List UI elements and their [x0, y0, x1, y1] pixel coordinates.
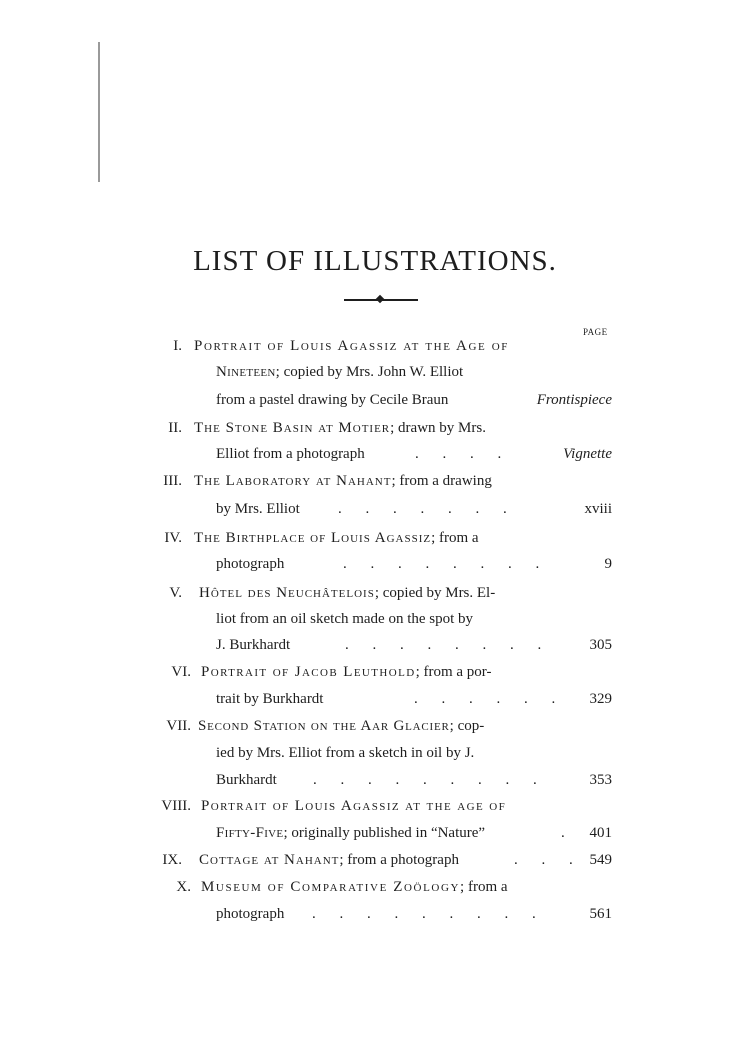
dot-leader: . . . . . . .	[338, 501, 517, 517]
entry-caption: Second Station on the Aar Glacier	[198, 718, 450, 734]
entry-caption: Portrait of Jacob Leuthold	[201, 664, 416, 680]
entry-page: 9	[604, 556, 612, 572]
entry-line: Elliot from a photograph	[216, 446, 365, 462]
entry-caption-rest: ; originally published in “Nature”	[283, 825, 486, 841]
entry-line: from a pastel drawing by Cecile Braun	[216, 392, 449, 408]
entry-caption: The Laboratory at Nahant	[194, 473, 392, 489]
entry-line: Burkhardt	[216, 772, 277, 788]
dot-leader: . . . . . . . .	[343, 556, 550, 572]
entry-caption: Portrait of Louis Agassiz at the Age of	[194, 338, 509, 354]
entry-caption-rest: ; copied by Mrs. John W. Elliot	[275, 364, 464, 380]
entry-caption-rest: ; from a drawing	[391, 473, 492, 489]
entry-number: VII.	[166, 718, 191, 734]
entry-page: xviii	[584, 501, 612, 517]
entry-page: Vignette	[563, 446, 612, 462]
entry-page: 561	[589, 906, 612, 922]
entry-number: I.	[173, 338, 182, 354]
entry-caption-rest: ; from a	[431, 530, 479, 546]
entry-number: IX.	[162, 852, 182, 868]
dot-leader: . . . . . . . . .	[312, 906, 546, 922]
entry-line: ied by Mrs. Elliot from a sketch in oil by J.	[216, 745, 475, 761]
page-title: LIST OF ILLUSTRATIONS.	[193, 245, 557, 277]
entry-caption: Cottage at Nahant	[199, 852, 340, 868]
entry-line: photograph	[216, 556, 285, 572]
entry-caption: Portrait of Louis Agassiz at the age of	[201, 798, 507, 814]
entry-caption-rest: ; from a	[460, 879, 508, 895]
entry-page: Frontispiece	[536, 392, 612, 408]
entry-line: J. Burkhardt	[216, 637, 291, 653]
entry-line: by Mrs. Elliot	[216, 501, 300, 517]
entry-number: IV.	[164, 530, 182, 546]
entry-caption-rest: ; copied by Mrs. El-	[374, 585, 496, 601]
dot-leader: . . . . . . . . .	[313, 772, 547, 788]
entry-page: 329	[589, 691, 612, 707]
entry-caption: The Stone Basin at Motier	[194, 420, 391, 436]
entry-caption-cont: Nineteen	[216, 364, 276, 380]
dot-leader: . . . . . .	[414, 691, 566, 707]
entry-number: X.	[176, 879, 191, 895]
entry-caption: Hôtel des Neuchâtelois	[199, 585, 375, 601]
entry-page: 305	[589, 637, 612, 653]
entry-page: 353	[589, 772, 612, 788]
entry-caption: Museum of Comparative Zoölogy	[201, 879, 461, 895]
entry-caption-rest: ; from a photograph	[339, 852, 459, 868]
entry-caption-rest: ; drawn by Mrs.	[390, 420, 486, 436]
entry-page: 401	[589, 825, 612, 841]
entry-line: trait by Burkhardt	[216, 691, 324, 707]
entry-page: 549	[589, 852, 612, 868]
entry-caption-rest: ; from a por-	[415, 664, 492, 680]
entry-number: II.	[168, 420, 182, 436]
entry-line: photograph	[216, 906, 285, 922]
entry-number: VIII.	[161, 798, 191, 814]
entry-number: V.	[169, 585, 182, 601]
entry-number: VI.	[171, 664, 191, 680]
entry-number: III.	[163, 473, 182, 489]
entry-caption: The Birthplace of Louis Agassiz	[194, 530, 432, 546]
page-column-label: PAGE	[583, 327, 608, 337]
dot-leader: . . . . . . . .	[345, 637, 552, 653]
dot-leader: . . .	[514, 852, 583, 868]
dot-leader: .	[561, 825, 575, 841]
entry-line: liot from an oil sketch made on the spot by	[216, 611, 474, 627]
binding-edge	[98, 42, 100, 182]
entry-caption-cont: Fifty-Five	[216, 825, 284, 841]
entry-caption-rest: ; cop-	[449, 718, 485, 734]
title-ornament	[344, 296, 418, 304]
dot-leader: . . . .	[415, 446, 512, 462]
